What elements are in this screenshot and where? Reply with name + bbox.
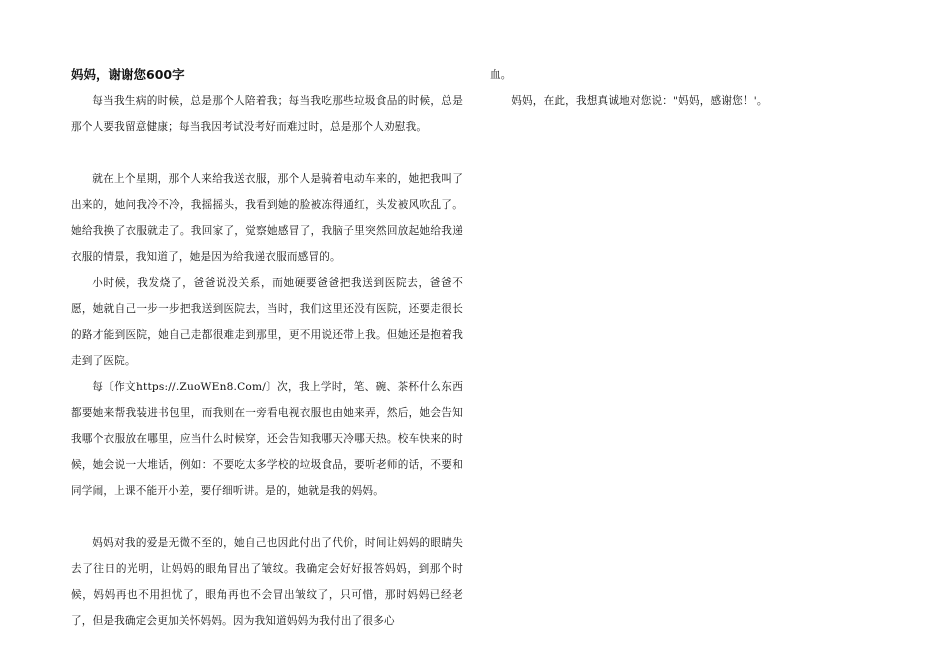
paragraph-gap [71,140,463,166]
right-column [490,62,890,114]
paragraph-5-continued: 血。 [490,69,512,81]
paragraph-6: 妈妈，在此，我想真诚地对您说："妈妈，感谢您！'。 [511,95,768,107]
paragraph-3: 小时候，我发烧了，爸爸说没关系，而她硬要爸爸把我送到医院去，爸爸不愿，她就自己一步一步把我送到医院去，当时，我们这里还没有医院，还要走很长的路才能到医院，她自己走都很难走到那里，更不用说还带上我。但她还是抱着我走到了医院。 [71,277,463,367]
left-column [71,62,463,634]
paragraph-4: 每〔作文https://.ZuoWEn8.Com/〕次，我上学时，笔、碗、茶杯什么东西都要她来帮我装进书包里，而我则在一旁看电视衣服也由她来弄，然后，她会告知我哪个衣服放在哪里，应当什么时候穿，还会告知我哪天冷哪天热。校车快来的时候，她会说一大堆话，例如：不要吃太多学校的垃圾食品，要听老师的话，不要和同学闹，上课不能开小差，要仔细听讲。是的，她就是我的妈妈。 [71,381,463,497]
document-title: 妈妈，谢谢您600字 [71,67,185,82]
paragraph-gap [71,504,463,530]
paragraph-1: 每当我生病的时候，总是那个人陪着我；每当我吃那些垃圾食品的时候，总是那个人要我留意健康；每当我因考试没考好而难过时，总是那个人劝慰我。 [71,95,463,133]
paragraph-2: 就在上个星期，那个人来给我送衣服，那个人是骑着电动车来的，她把我叫了出来的，她问我冷不冷，我摇摇头，我看到她的脸被冻得通红，头发被风吹乱了。她给我换了衣服就走了。我回家了，觉察她感冒了，我脑子里突然回放起她给我递衣服的情景，我知道了，她是因为给我递衣服而感冒的。 [71,173,463,263]
paragraph-5: 妈妈对我的爱是无微不至的，她自己也因此付出了代价，时间让妈妈的眼睛失去了往日的光明，让妈妈的眼角冒出了皱纹。我确定会好好报答妈妈，到那个时候，妈妈再也不用担忧了，眼角再也不会冒出皱纹了，只可惜，那时妈妈已经老了，但是我确定会更加关怀妈妈。因为我知道妈妈为我付出了很多心 [71,537,463,627]
